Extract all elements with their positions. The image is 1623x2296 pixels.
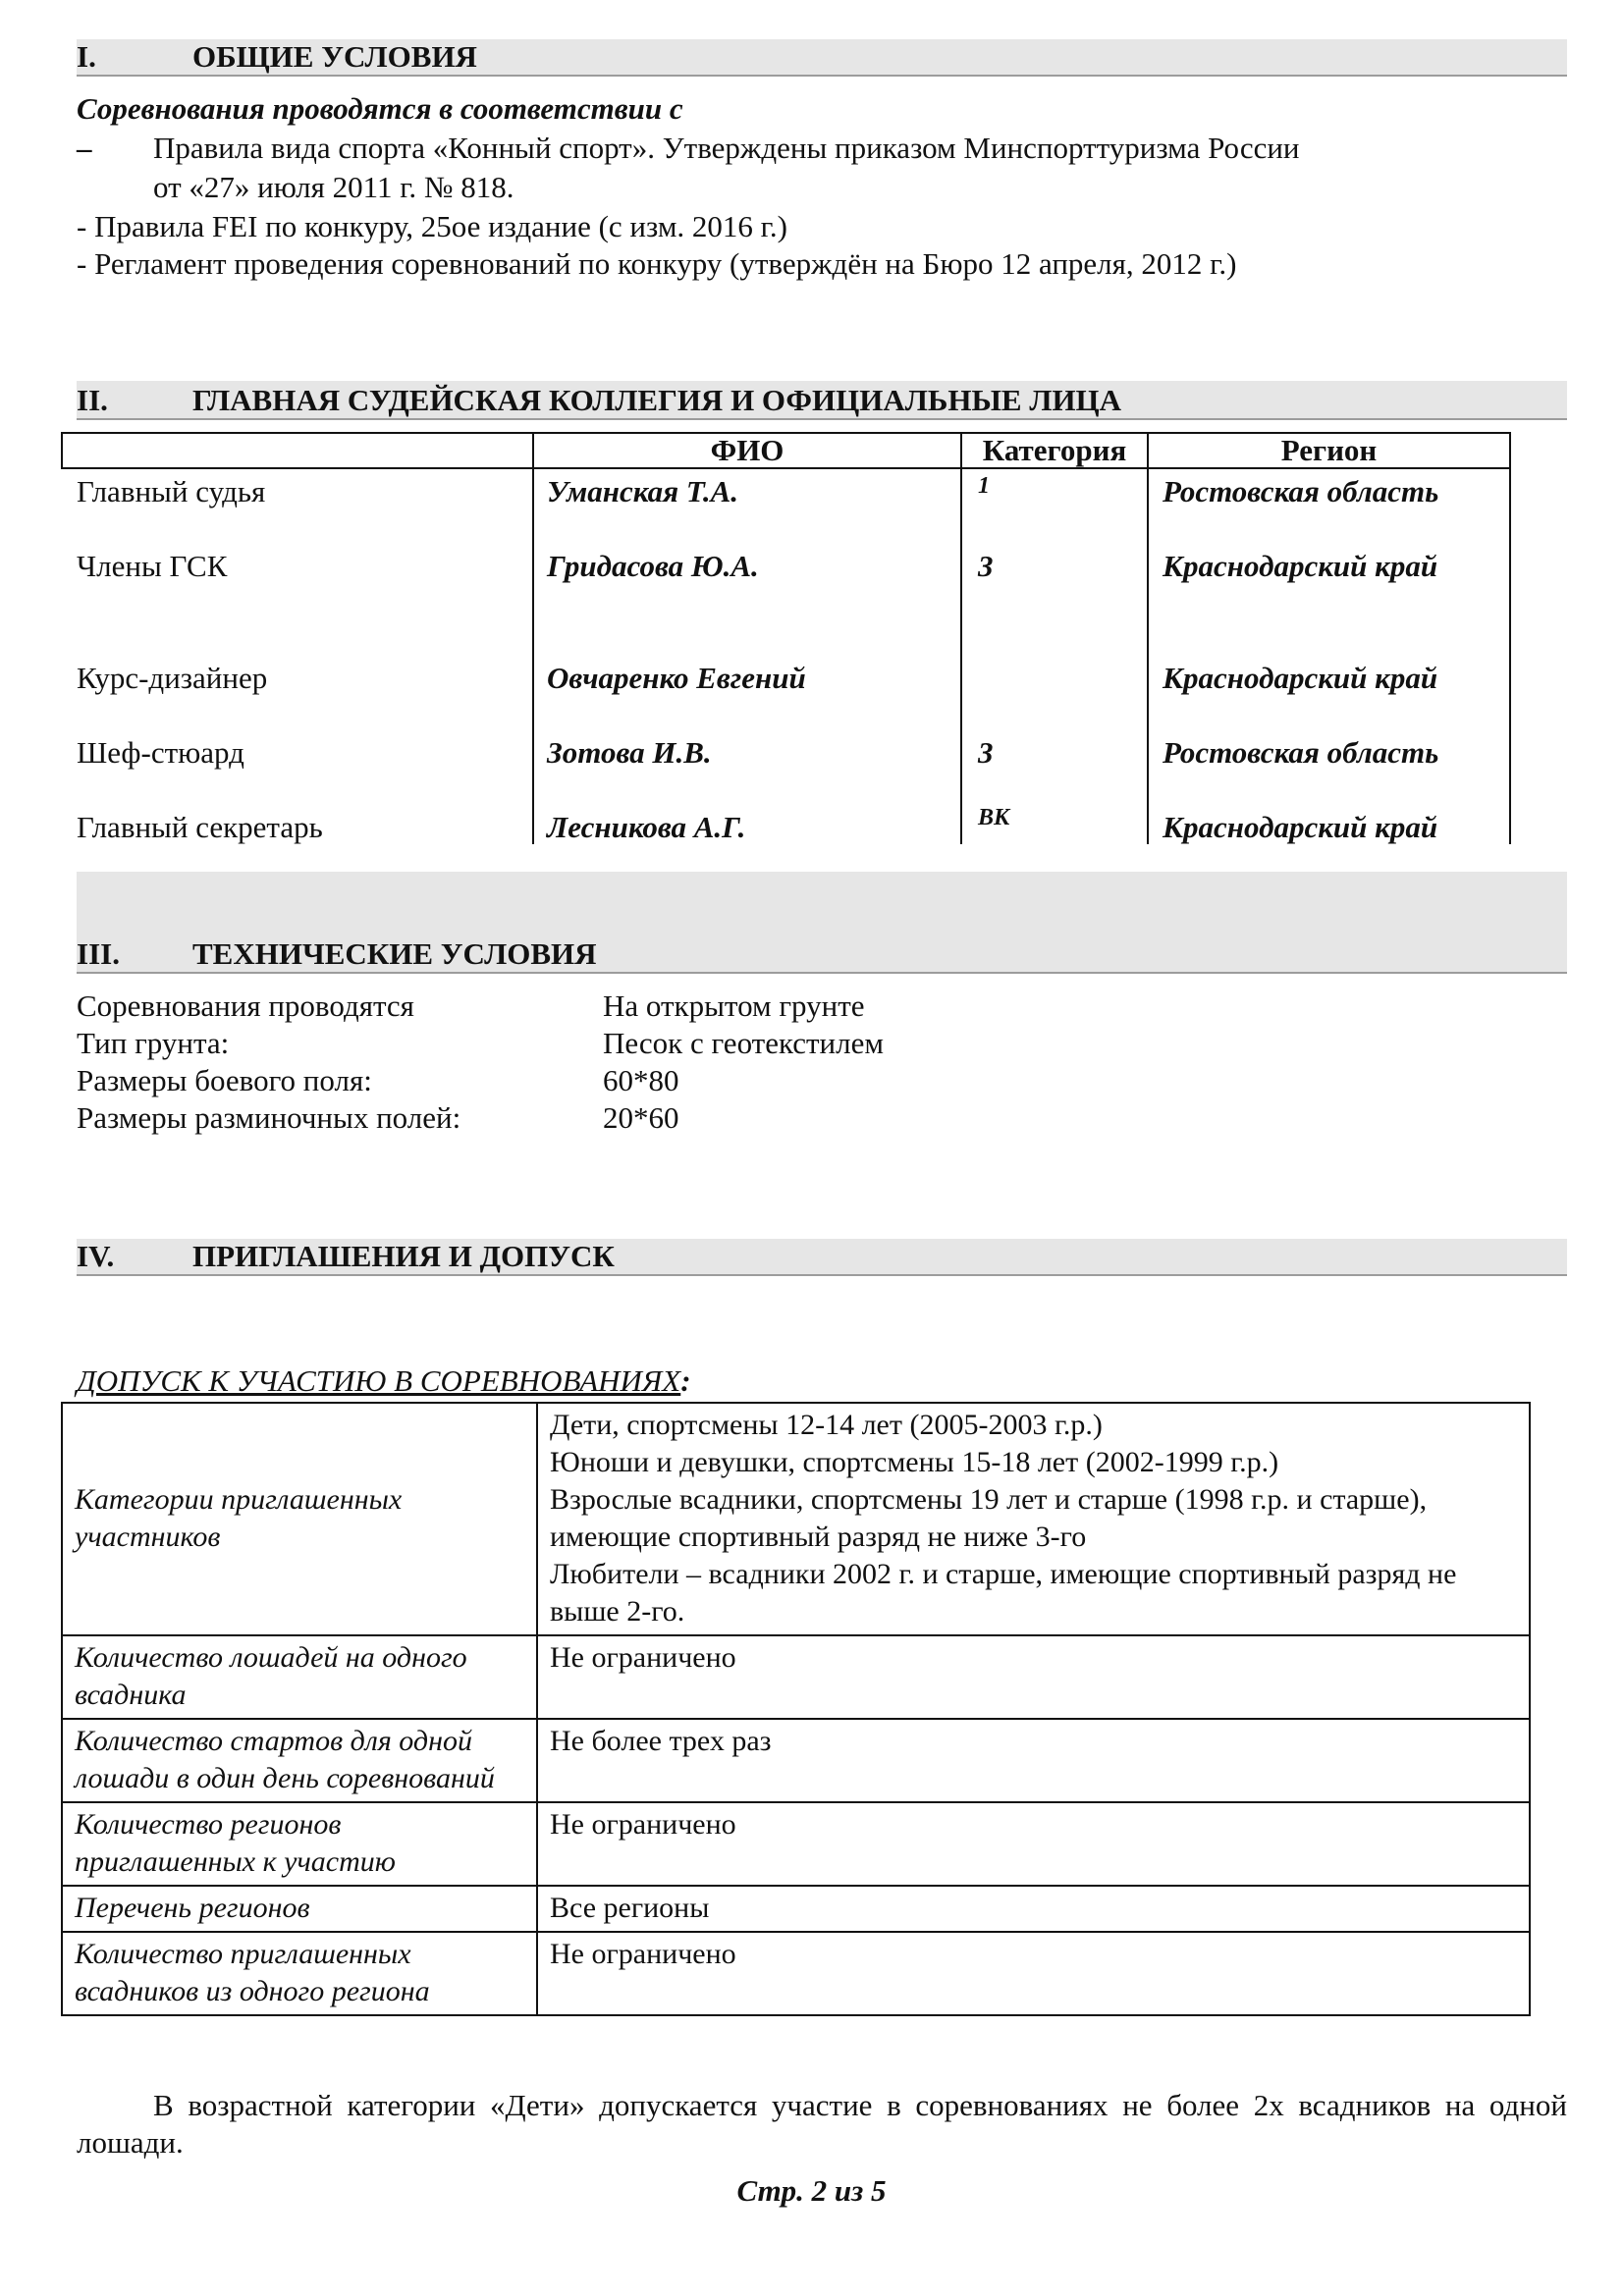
admission-key [62,1635,537,1719]
rule-3-text: - Регламент проведения соревнований по конкуру (утверждён на Бюро 12 апреля, 2012 г.) [77,246,1237,281]
admission-subtitle-colon: : [680,1363,691,1398]
admission-key [62,1403,537,1635]
age-note-text: В возрастной категории «Дети» допускается участие в соревнованиях не более 2х всадников на одной лошади. [77,2088,1567,2160]
officials-col-divider [960,432,962,844]
header-category: Категория [982,433,1127,467]
official-region: Ростовская область [1163,735,1439,770]
rule-1-bullet: – [77,131,92,165]
section-3-title: ТЕХНИЧЕСКИЕ УСЛОВИЯ [192,936,597,971]
section-1-title: ОБЩИЕ УСЛОВИЯ [192,39,477,74]
official-category: ВК [978,805,1010,830]
official-role: Главный секретарь [77,810,323,844]
table-row [62,1886,1530,1932]
section-2-title: ГЛАВНАЯ СУДЕЙСКАЯ КОЛЛЕГИЯ И ОФИЦИАЛЬНЫЕ ЛИЦА [192,383,1122,417]
official-category: 3 [978,549,994,583]
official-name: Уманская Т.А. [547,474,739,508]
admission-value-line: Все регионы [550,1892,710,1924]
admission-subtitle-text: ДОПУСК К УЧАСТИЮ В СОРЕВНОВАНИЯХ [77,1363,681,1398]
admission-table [61,1402,1531,2016]
admission-value [537,1802,1530,1886]
admission-key-text: Количество регионов приглашенных к участию [75,1808,396,1878]
table-row [62,1635,1530,1719]
official-role: Шеф-стюард [77,735,244,770]
table-row [62,1719,1530,1802]
admission-value-line: Юноши и девушки, спортсмены 15-18 лет (2002-1999 г.р.) [550,1446,1279,1478]
admission-value [537,1719,1530,1802]
admission-value-line: Любители – всадники 2002 г. и старше, имеющие спортивный разряд не выше 2-го. [550,1558,1457,1628]
table-row [62,1403,1530,1635]
officials-col-divider [1509,432,1511,844]
admission-value-line: Не ограничено [550,1808,736,1841]
official-name: Гридасова Ю.А. [547,549,759,583]
official-category: 3 [978,735,994,770]
officials-col-divider [1147,432,1149,844]
rule-1-continuation: от «27» июля 2011 г. № 818. [153,170,514,204]
header-name: ФИО [710,433,784,467]
admission-key-text: Количество лошадей на одного всадника [75,1641,467,1711]
admission-key [62,1932,537,2015]
tech-label: Размеры разминочных полей: [77,1100,461,1135]
rule-1-text: Правила вида спорта «Конный спорт». Утверждены приказом Минспорттуризма России [153,131,1300,165]
admission-key-text: Количество приглашенных всадников из одного региона [75,1938,430,2007]
table-row [62,1932,1530,2015]
official-category: 1 [978,473,990,499]
admission-value [537,1403,1530,1635]
admission-key-text: Количество стартов для одной лошади в один день соревнований [75,1725,495,1794]
admission-value-line: Не более трех раз [550,1725,772,1757]
official-role: Главный судья [77,474,266,508]
admission-value-line: Не ограничено [550,1641,736,1674]
official-role: Члены ГСК [77,549,228,583]
header-region: Регион [1280,433,1378,467]
section-1-rule [77,75,1567,77]
official-name: Лесникова А.Г. [547,810,746,844]
admission-key [62,1886,537,1932]
admission-key [62,1719,537,1802]
section-1-number: I. [77,39,96,74]
official-name: Зотова И.В. [547,735,712,770]
admission-value [537,1932,1530,2015]
official-region: Краснодарский край [1163,661,1438,695]
official-region: Ростовская область [1163,474,1439,508]
official-role: Курс-дизайнер [77,661,268,695]
admission-value-line: Дети, спортсмены 12-14 лет (2005-2003 г.р.) [550,1409,1103,1441]
admission-value [537,1886,1530,1932]
section-3-number: III. [77,936,120,971]
admission-subtitle [77,1362,691,1400]
tech-label: Тип грунта: [77,1026,230,1060]
tech-value: 60*80 [603,1063,679,1097]
tech-label: Соревнования проводятся [77,988,414,1023]
official-region: Краснодарский край [1163,549,1438,583]
section-2-rule [77,418,1567,420]
rule-2-text: - Правила FEI по конкуру, 25ое издание (с изм. 2016 г.) [77,209,787,243]
tech-label: Размеры боевого поля: [77,1063,372,1097]
admission-key-text: Перечень регионов [75,1892,310,1924]
admission-value [537,1635,1530,1719]
official-name: Овчаренко Евгений [547,661,806,695]
officials-col-divider [532,432,534,844]
table-row [62,1802,1530,1886]
section-4-number: IV. [77,1239,115,1273]
tech-value: На открытом грунте [603,988,865,1023]
section-1-intro: Соревнования проводятся в соответствии с [77,91,683,126]
section-4-title: ПРИГЛАШЕНИЯ И ДОПУСК [192,1239,615,1273]
admission-value-line: Не ограничено [550,1938,736,1970]
admission-value-line: Взрослые всадники, спортсмены 19 лет и старше (1998 г.р. и старше), имеющие спортивный разряд не ниже 3-го [550,1483,1428,1553]
tech-value: 20*60 [603,1100,679,1135]
tech-value: Песок с геотекстилем [603,1026,884,1060]
section-4-rule [77,1274,1567,1276]
admission-key [62,1802,537,1886]
section-3-rule [77,972,1567,974]
admission-key-text: Категории приглашенных участников [75,1483,403,1553]
page-number: Стр. 2 из 5 [736,2173,887,2208]
official-region: Краснодарский край [1163,810,1438,844]
age-note [77,2087,1567,2162]
section-2-number: II. [77,383,108,417]
